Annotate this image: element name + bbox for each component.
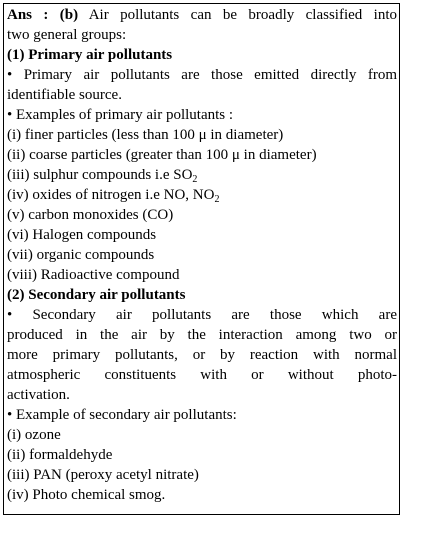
primary-item: (vi) Halogen compounds xyxy=(7,227,157,243)
primary-heading: (1) Primary air pollutants xyxy=(7,47,173,63)
primary-item: (ii) coarse particles (greater than 100 μ in diameter) xyxy=(7,147,317,163)
secondary-item: (iii) PAN (peroxy acetyl nitrate) xyxy=(7,467,199,483)
primary-item: (viii) Radioactive compound xyxy=(7,267,180,283)
primary-item xyxy=(7,185,397,205)
secondary-item: (ii) formaldehyde xyxy=(7,447,113,463)
secondary-examples-heading: • Example of secondary air pollutants: xyxy=(7,407,237,423)
secondary-definition-line: atmospheric constituents with or without photo- xyxy=(7,367,397,383)
primary-definition-line-1: • Primary air pollutants are those emitted directly from xyxy=(7,67,397,83)
answer-intro-line-1 xyxy=(7,5,397,25)
answer-label: Ans : (b) xyxy=(7,7,79,23)
secondary-heading: (2) Secondary air pollutants xyxy=(7,287,186,303)
primary-item: (vii) organic compounds xyxy=(7,247,155,263)
primary-item: (i) finer particles (less than 100 μ in diameter) xyxy=(7,127,284,143)
primary-item-text: (iv) oxides of nitrogen i.e NO, NO xyxy=(7,187,215,203)
secondary-definition-line: activation. xyxy=(7,387,70,403)
secondary-definition-line: produced in the air by the interaction among two or xyxy=(7,327,397,343)
secondary-item: (i) ozone xyxy=(7,427,61,443)
primary-item-text: (iii) sulphur compounds i.e SO xyxy=(7,167,193,183)
secondary-item: (iv) Photo chemical smog. xyxy=(7,487,166,503)
secondary-definition-line: more primary pollutants, or by reaction with normal xyxy=(7,347,397,363)
primary-item xyxy=(7,165,397,185)
subscript-2: 2 xyxy=(214,194,220,205)
primary-definition-line-2: identifiable source. xyxy=(7,87,122,103)
primary-item: (v) carbon monoxides (CO) xyxy=(7,207,174,223)
subscript-2: 2 xyxy=(192,174,198,185)
answer-intro-text: Air pollutants can be broadly classified into xyxy=(78,7,397,23)
answer-box xyxy=(3,3,400,515)
secondary-definition-line: • Secondary air pollutants are those which are xyxy=(7,307,397,323)
primary-examples-heading: • Examples of primary air pollutants : xyxy=(7,107,234,123)
answer-intro-line-2: two general groups: xyxy=(7,27,127,43)
